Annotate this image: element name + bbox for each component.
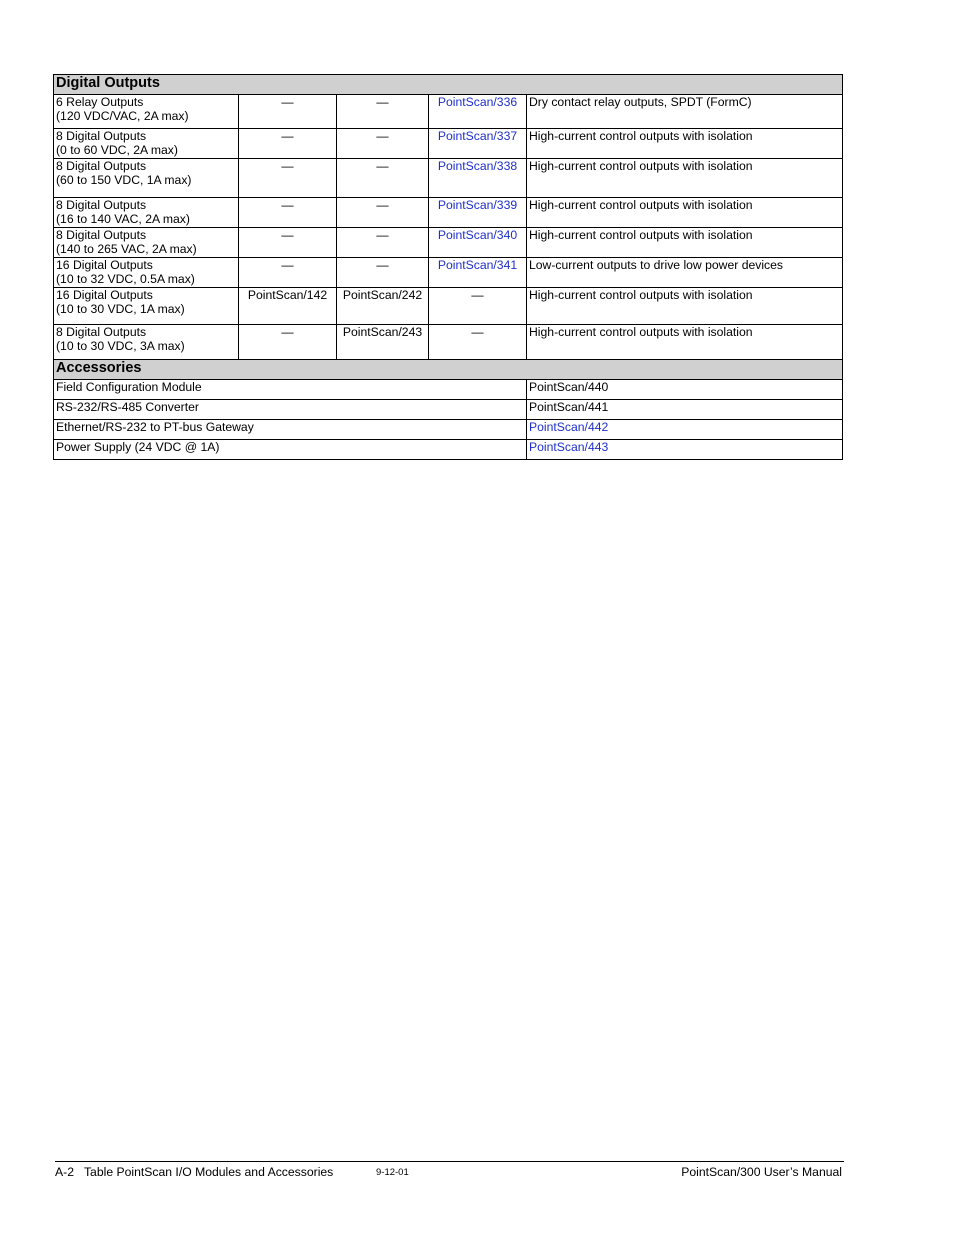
table-row [54,380,843,400]
accessory-name: Power Supply (24 VDC @ 1A) [54,440,527,460]
manual-title: PointScan/300 User’s Manual [681,1165,842,1179]
table-row [54,420,843,440]
module-notes: High-current control outputs with isolation [527,228,843,258]
accessory-model-link[interactable]: PointScan/442 [527,420,843,440]
module-description: 8 Digital Outputs (60 to 150 VDC, 1A max) [54,159,239,198]
pointscan-100-cell: — [239,95,337,129]
pointscan-200-cell: PointScan/242 [337,288,429,325]
pointscan-100-cell: — [239,198,337,228]
table-row [54,325,843,360]
module-description: 16 Digital Outputs (10 to 32 VDC, 0.5A max) [54,258,239,288]
module-description: 8 Digital Outputs (140 to 265 VAC, 2A max) [54,228,239,258]
table-row [54,159,843,198]
pointscan-300-link[interactable]: PointScan/339 [429,198,527,228]
pointscan-200-cell: — [337,159,429,198]
pointscan-300-link[interactable]: PointScan/341 [429,258,527,288]
pointscan-300-cell: — [429,325,527,360]
module-notes: Low-current outputs to drive low power devices [527,258,843,288]
pointscan-200-cell: — [337,129,429,159]
module-notes: High-current control outputs with isolation [527,288,843,325]
pointscan-300-link[interactable]: PointScan/338 [429,159,527,198]
table-row [54,129,843,159]
accessory-model: PointScan/440 [527,380,843,400]
modules-table [53,74,843,460]
table-row [54,440,843,460]
pointscan-300-cell: — [429,288,527,325]
module-notes: High-current control outputs with isolation [527,129,843,159]
accessory-name: RS-232/RS-485 Converter [54,400,527,420]
pointscan-100-cell: — [239,258,337,288]
pointscan-100-cell: — [239,159,337,198]
accessory-model-link[interactable]: PointScan/443 [527,440,843,460]
module-notes: Dry contact relay outputs, SPDT (FormC) [527,95,843,129]
footer-left [55,1165,333,1179]
module-description: 6 Relay Outputs (120 VDC/VAC, 2A max) [54,95,239,129]
pointscan-300-link[interactable]: PointScan/336 [429,95,527,129]
pointscan-300-link[interactable]: PointScan/337 [429,129,527,159]
pointscan-200-cell: — [337,258,429,288]
module-description: 16 Digital Outputs (10 to 30 VDC, 1A max) [54,288,239,325]
section-header-digital-outputs [54,75,843,95]
accessory-name: Ethernet/RS-232 to PT-bus Gateway [54,420,527,440]
pointscan-200-cell: — [337,198,429,228]
pointscan-100-cell: PointScan/142 [239,288,337,325]
table-row [54,95,843,129]
accessory-model: PointScan/441 [527,400,843,420]
section-title: Accessories [54,360,843,380]
table-row [54,258,843,288]
section-title: Digital Outputs [54,75,843,95]
pointscan-200-cell: — [337,228,429,258]
footer-section-title: Table PointScan I/O Modules and Accessories [83,1165,334,1179]
table-row [54,198,843,228]
module-description: 8 Digital Outputs (16 to 140 VAC, 2A max) [54,198,239,228]
page-number: A-2 [55,1165,74,1179]
pointscan-200-cell: PointScan/243 [337,325,429,360]
module-description: 8 Digital Outputs (0 to 60 VDC, 2A max) [54,129,239,159]
accessory-name: Field Configuration Module [54,380,527,400]
pointscan-300-link[interactable]: PointScan/340 [429,228,527,258]
footer-date: 9-12-01 [376,1167,409,1178]
pointscan-100-cell: — [239,325,337,360]
pointscan-200-cell: — [337,95,429,129]
module-notes: High-current control outputs with isolation [527,325,843,360]
table-row [54,288,843,325]
pointscan-100-cell: — [239,228,337,258]
module-notes: High-current control outputs with isolation [527,198,843,228]
page-footer [55,1161,844,1179]
table-row [54,400,843,420]
module-description: 8 Digital Outputs (10 to 30 VDC, 3A max) [54,325,239,360]
section-header-accessories [54,360,843,380]
table-row [54,228,843,258]
module-notes: High-current control outputs with isolation [527,159,843,198]
pointscan-100-cell: — [239,129,337,159]
